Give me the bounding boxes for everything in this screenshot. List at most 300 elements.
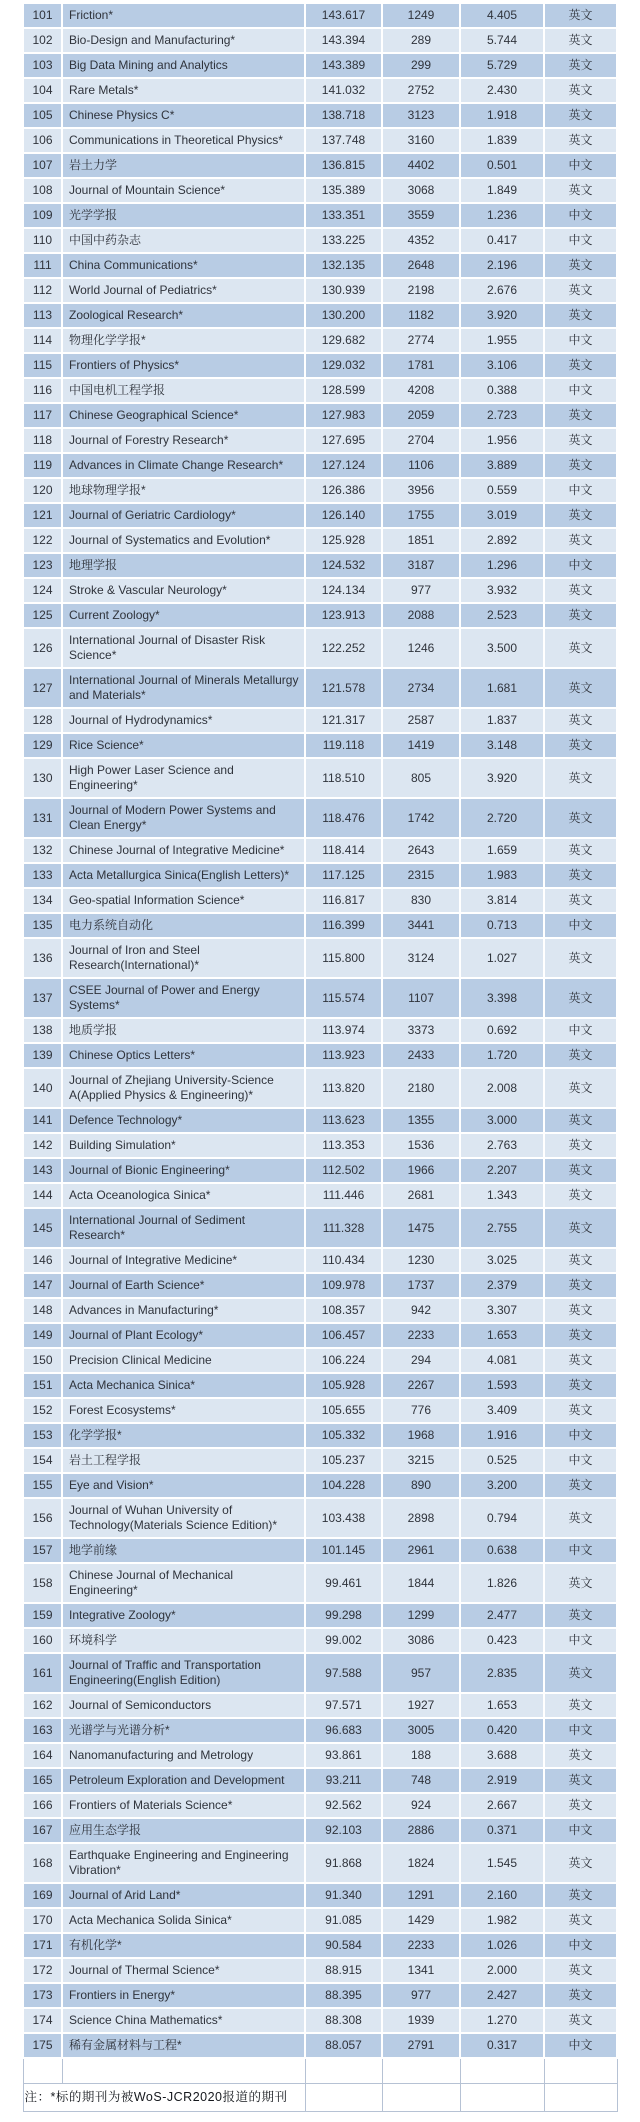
journal-name-cell: 有机化学* (62, 1933, 305, 1958)
journal-name-cell: 化学学报* (62, 1423, 305, 1448)
journal-name-cell: Advances in Manufacturing* (62, 1298, 305, 1323)
citations-cell: 1536 (382, 1133, 460, 1158)
citations-cell: 2734 (382, 668, 460, 708)
journal-name-cell: Chinese Journal of Integrative Medicine* (62, 838, 305, 863)
rank-cell: 131 (23, 798, 62, 838)
impact-factor-cell: 3.409 (460, 1398, 544, 1423)
score-cell: 97.588 (305, 1653, 382, 1693)
blank-cell (62, 2058, 305, 2084)
rank-cell: 144 (23, 1183, 62, 1208)
score-cell: 105.928 (305, 1373, 382, 1398)
journal-name-cell: Chinese Physics C* (62, 103, 305, 128)
table-row (23, 1883, 617, 1908)
impact-factor-cell: 5.729 (460, 53, 544, 78)
journal-name-cell: Frontiers in Energy* (62, 1983, 305, 2008)
table-row (23, 1498, 617, 1538)
table-row (23, 178, 617, 203)
language-cell: 中文 (544, 478, 617, 503)
citations-cell: 942 (382, 1298, 460, 1323)
impact-factor-cell: 1.681 (460, 668, 544, 708)
language-cell: 英文 (544, 758, 617, 798)
citations-cell: 1182 (382, 303, 460, 328)
rank-cell: 130 (23, 758, 62, 798)
language-cell: 中文 (544, 1718, 617, 1743)
impact-factor-cell: 0.501 (460, 153, 544, 178)
blank-cell (460, 2084, 544, 2112)
citations-cell: 748 (382, 1768, 460, 1793)
score-cell: 127.983 (305, 403, 382, 428)
rank-cell: 118 (23, 428, 62, 453)
score-cell: 99.298 (305, 1603, 382, 1628)
score-cell: 133.225 (305, 228, 382, 253)
impact-factor-cell: 1.026 (460, 1933, 544, 1958)
table-row (23, 253, 617, 278)
table-row (23, 3, 617, 28)
score-cell: 105.237 (305, 1448, 382, 1473)
score-cell: 119.118 (305, 733, 382, 758)
impact-factor-cell: 2.755 (460, 1208, 544, 1248)
score-cell: 122.252 (305, 628, 382, 668)
language-cell: 英文 (544, 668, 617, 708)
table-row (23, 1958, 617, 1983)
journal-name-cell: Acta Oceanologica Sinica* (62, 1183, 305, 1208)
journal-name-cell: Defence Technology* (62, 1108, 305, 1133)
citations-cell: 3123 (382, 103, 460, 128)
impact-factor-cell: 3.000 (460, 1108, 544, 1133)
score-cell: 141.032 (305, 78, 382, 103)
rank-cell: 149 (23, 1323, 62, 1348)
citations-cell: 1341 (382, 1958, 460, 1983)
rank-cell: 119 (23, 453, 62, 478)
table-row (23, 203, 617, 228)
journal-name-cell: Journal of Wuhan University of Technology(Materials Science Edition)* (62, 1498, 305, 1538)
rank-cell: 143 (23, 1158, 62, 1183)
impact-factor-cell: 2.892 (460, 528, 544, 553)
language-cell: 英文 (544, 1248, 617, 1273)
score-cell: 112.502 (305, 1158, 382, 1183)
journal-name-cell: Journal of Traffic and Transportation Engineering(English Edition) (62, 1653, 305, 1693)
table-row (23, 1448, 617, 1473)
citations-cell: 977 (382, 1983, 460, 2008)
score-cell: 116.399 (305, 913, 382, 938)
journal-name-cell: Acta Metallurgica Sinica(English Letters)* (62, 863, 305, 888)
language-cell: 英文 (544, 733, 617, 758)
journal-name-cell: Journal of Geriatric Cardiology* (62, 503, 305, 528)
blank-cell (305, 2084, 382, 2112)
language-cell: 中文 (544, 228, 617, 253)
journal-name-cell: 应用生态学报 (62, 1818, 305, 1843)
score-cell: 110.434 (305, 1248, 382, 1273)
citations-cell: 3124 (382, 938, 460, 978)
impact-factor-cell: 4.081 (460, 1348, 544, 1373)
table-row (23, 1538, 617, 1563)
rank-cell: 139 (23, 1043, 62, 1068)
citations-cell: 3187 (382, 553, 460, 578)
score-cell: 129.682 (305, 328, 382, 353)
score-cell: 130.200 (305, 303, 382, 328)
journal-name-cell: Chinese Optics Letters* (62, 1043, 305, 1068)
rank-cell: 133 (23, 863, 62, 888)
impact-factor-cell: 1.918 (460, 103, 544, 128)
language-cell: 英文 (544, 1958, 617, 1983)
rank-cell: 112 (23, 278, 62, 303)
score-cell: 99.461 (305, 1563, 382, 1603)
journal-name-cell: Frontiers of Physics* (62, 353, 305, 378)
impact-factor-cell: 3.019 (460, 503, 544, 528)
table-row (23, 1398, 617, 1423)
citations-cell: 3441 (382, 913, 460, 938)
citations-cell: 2267 (382, 1373, 460, 1398)
rank-cell: 103 (23, 53, 62, 78)
journal-name-cell: Precision Clinical Medicine (62, 1348, 305, 1373)
journal-name-cell: Journal of Arid Land* (62, 1883, 305, 1908)
language-cell: 英文 (544, 353, 617, 378)
rank-cell: 132 (23, 838, 62, 863)
rank-cell: 108 (23, 178, 62, 203)
impact-factor-cell: 3.932 (460, 578, 544, 603)
impact-factor-cell: 0.692 (460, 1018, 544, 1043)
journal-name-cell: Acta Mechanica Sinica* (62, 1373, 305, 1398)
table-row (23, 528, 617, 553)
rank-cell: 123 (23, 553, 62, 578)
score-cell: 88.915 (305, 1958, 382, 1983)
score-cell: 92.562 (305, 1793, 382, 1818)
table-row (23, 1473, 617, 1498)
language-cell: 英文 (544, 503, 617, 528)
score-cell: 113.353 (305, 1133, 382, 1158)
impact-factor-cell: 2.763 (460, 1133, 544, 1158)
score-cell: 91.340 (305, 1883, 382, 1908)
impact-factor-cell: 1.983 (460, 863, 544, 888)
citations-cell: 2088 (382, 603, 460, 628)
impact-factor-cell: 0.638 (460, 1538, 544, 1563)
table-row (23, 1273, 617, 1298)
language-cell: 中文 (544, 1818, 617, 1843)
score-cell: 111.328 (305, 1208, 382, 1248)
citations-cell: 2791 (382, 2033, 460, 2058)
score-cell: 88.057 (305, 2033, 382, 2058)
rank-cell: 151 (23, 1373, 62, 1398)
rank-cell: 162 (23, 1693, 62, 1718)
rank-cell: 124 (23, 578, 62, 603)
language-cell: 英文 (544, 1743, 617, 1768)
language-cell: 英文 (544, 888, 617, 913)
score-cell: 129.032 (305, 353, 382, 378)
citations-cell: 2433 (382, 1043, 460, 1068)
language-cell: 英文 (544, 1348, 617, 1373)
impact-factor-cell: 0.794 (460, 1498, 544, 1538)
citations-cell: 1851 (382, 528, 460, 553)
rank-cell: 114 (23, 328, 62, 353)
citations-cell: 2198 (382, 278, 460, 303)
score-cell: 88.395 (305, 1983, 382, 2008)
citations-cell: 4208 (382, 378, 460, 403)
citations-cell: 289 (382, 28, 460, 53)
journal-name-cell: Communications in Theoretical Physics* (62, 128, 305, 153)
table-row (23, 1183, 617, 1208)
language-cell: 中文 (544, 1423, 617, 1448)
table-row (23, 1158, 617, 1183)
language-cell: 英文 (544, 1653, 617, 1693)
impact-factor-cell: 3.200 (460, 1473, 544, 1498)
citations-cell: 2681 (382, 1183, 460, 1208)
rank-cell: 146 (23, 1248, 62, 1273)
journal-name-cell: 光谱学与光谱分析* (62, 1718, 305, 1743)
journal-name-cell: 电力系统自动化 (62, 913, 305, 938)
impact-factor-cell: 3.920 (460, 758, 544, 798)
citations-cell: 3160 (382, 128, 460, 153)
rank-cell: 158 (23, 1563, 62, 1603)
rank-cell: 175 (23, 2033, 62, 2058)
citations-cell: 830 (382, 888, 460, 913)
table-row (23, 888, 617, 913)
table-row (23, 603, 617, 628)
rank-cell: 141 (23, 1108, 62, 1133)
language-cell: 英文 (544, 938, 617, 978)
journal-name-cell: Eye and Vision* (62, 1473, 305, 1498)
impact-factor-cell: 1.826 (460, 1563, 544, 1603)
rank-cell: 104 (23, 78, 62, 103)
impact-factor-cell: 2.720 (460, 798, 544, 838)
rank-cell: 122 (23, 528, 62, 553)
rank-cell: 105 (23, 103, 62, 128)
language-cell: 英文 (544, 253, 617, 278)
citations-cell: 2704 (382, 428, 460, 453)
rank-cell: 113 (23, 303, 62, 328)
impact-factor-cell: 3.688 (460, 1743, 544, 1768)
citations-cell: 2648 (382, 253, 460, 278)
score-cell: 136.815 (305, 153, 382, 178)
journal-name-cell: Nanomanufacturing and Metrology (62, 1743, 305, 1768)
score-cell: 137.748 (305, 128, 382, 153)
rank-cell: 115 (23, 353, 62, 378)
rank-cell: 165 (23, 1768, 62, 1793)
language-cell: 英文 (544, 1473, 617, 1498)
rank-cell: 154 (23, 1448, 62, 1473)
impact-factor-cell: 1.027 (460, 938, 544, 978)
citations-cell: 1291 (382, 1883, 460, 1908)
score-cell: 123.913 (305, 603, 382, 628)
blank-cell (382, 2058, 460, 2084)
impact-factor-cell: 0.417 (460, 228, 544, 253)
citations-cell: 1106 (382, 453, 460, 478)
rank-cell: 107 (23, 153, 62, 178)
rank-cell: 127 (23, 668, 62, 708)
rank-cell: 167 (23, 1818, 62, 1843)
impact-factor-cell: 1.720 (460, 1043, 544, 1068)
journal-name-cell: 物理化学学报* (62, 328, 305, 353)
table-row (23, 1933, 617, 1958)
language-cell: 英文 (544, 798, 617, 838)
citations-cell: 1927 (382, 1693, 460, 1718)
language-cell: 英文 (544, 2008, 617, 2033)
table-row (23, 1843, 617, 1883)
score-cell: 103.438 (305, 1498, 382, 1538)
journal-name-cell: Journal of Mountain Science* (62, 178, 305, 203)
citations-cell: 1968 (382, 1423, 460, 1448)
journal-name-cell: Big Data Mining and Analytics (62, 53, 305, 78)
score-cell: 113.820 (305, 1068, 382, 1108)
language-cell: 英文 (544, 1158, 617, 1183)
journal-name-cell: Journal of Plant Ecology* (62, 1323, 305, 1348)
table-row (23, 578, 617, 603)
citations-cell: 1429 (382, 1908, 460, 1933)
impact-factor-cell: 3.307 (460, 1298, 544, 1323)
journal-name-cell: Earthquake Engineering and Engineering Vibration* (62, 1843, 305, 1883)
table-row (23, 128, 617, 153)
impact-factor-cell: 1.270 (460, 2008, 544, 2033)
language-cell: 英文 (544, 1768, 617, 1793)
score-cell: 125.928 (305, 528, 382, 553)
impact-factor-cell: 1.236 (460, 203, 544, 228)
score-cell: 127.695 (305, 428, 382, 453)
table-row (23, 1818, 617, 1843)
journal-name-cell: Frontiers of Materials Science* (62, 1793, 305, 1818)
journal-table-footer (23, 2058, 617, 2112)
score-cell: 113.974 (305, 1018, 382, 1043)
impact-factor-cell: 2.919 (460, 1768, 544, 1793)
table-row (23, 53, 617, 78)
rank-cell: 106 (23, 128, 62, 153)
table-row (23, 328, 617, 353)
journal-table-body (23, 3, 617, 2058)
journal-name-cell: Journal of Modern Power Systems and Clean Energy* (62, 798, 305, 838)
impact-factor-cell: 3.889 (460, 453, 544, 478)
table-row (23, 1373, 617, 1398)
language-cell: 中文 (544, 1538, 617, 1563)
citations-cell: 3068 (382, 178, 460, 203)
impact-factor-cell: 2.160 (460, 1883, 544, 1908)
score-cell: 127.124 (305, 453, 382, 478)
language-cell: 英文 (544, 1883, 617, 1908)
journal-name-cell: Integrative Zoology* (62, 1603, 305, 1628)
citations-cell: 188 (382, 1743, 460, 1768)
rank-cell: 121 (23, 503, 62, 528)
score-cell: 101.145 (305, 1538, 382, 1563)
score-cell: 99.002 (305, 1628, 382, 1653)
score-cell: 128.599 (305, 378, 382, 403)
citations-cell: 294 (382, 1348, 460, 1373)
score-cell: 93.211 (305, 1768, 382, 1793)
score-cell: 106.457 (305, 1323, 382, 1348)
citations-cell: 1475 (382, 1208, 460, 1248)
journal-name-cell: 地球物理学报* (62, 478, 305, 503)
language-cell: 中文 (544, 203, 617, 228)
rank-cell: 140 (23, 1068, 62, 1108)
citations-cell: 1737 (382, 1273, 460, 1298)
language-cell: 英文 (544, 453, 617, 478)
table-row (23, 453, 617, 478)
impact-factor-cell: 2.379 (460, 1273, 544, 1298)
journal-name-cell: Science China Mathematics* (62, 2008, 305, 2033)
journal-name-cell: Current Zoology* (62, 603, 305, 628)
table-row (23, 278, 617, 303)
impact-factor-cell: 3.106 (460, 353, 544, 378)
journal-name-cell: 岩土工程学报 (62, 1448, 305, 1473)
language-cell: 英文 (544, 1183, 617, 1208)
citations-cell: 299 (382, 53, 460, 78)
score-cell: 117.125 (305, 863, 382, 888)
rank-cell: 150 (23, 1348, 62, 1373)
language-cell: 英文 (544, 1843, 617, 1883)
score-cell: 124.532 (305, 553, 382, 578)
table-row (23, 103, 617, 128)
citations-cell: 2643 (382, 838, 460, 863)
impact-factor-cell: 1.839 (460, 128, 544, 153)
language-cell: 中文 (544, 913, 617, 938)
citations-cell: 2774 (382, 328, 460, 353)
journal-name-cell: Bio-Design and Manufacturing* (62, 28, 305, 53)
table-row (23, 2033, 617, 2058)
impact-factor-cell: 3.500 (460, 628, 544, 668)
language-cell: 中文 (544, 378, 617, 403)
impact-factor-cell: 1.545 (460, 1843, 544, 1883)
table-row (23, 1133, 617, 1158)
impact-factor-cell: 0.371 (460, 1818, 544, 1843)
rank-cell: 101 (23, 3, 62, 28)
citations-cell: 1419 (382, 733, 460, 758)
journal-name-cell: International Journal of Minerals Metallurgy and Materials* (62, 668, 305, 708)
language-cell: 英文 (544, 708, 617, 733)
score-cell: 91.868 (305, 1843, 382, 1883)
citations-cell: 3373 (382, 1018, 460, 1043)
score-cell: 116.817 (305, 888, 382, 913)
journal-name-cell: Journal of Forestry Research* (62, 428, 305, 453)
table-row (23, 153, 617, 178)
journal-name-cell: World Journal of Pediatrics* (62, 278, 305, 303)
table-row (23, 228, 617, 253)
language-cell: 英文 (544, 1603, 617, 1628)
journal-name-cell: Forest Ecosystems* (62, 1398, 305, 1423)
language-cell: 英文 (544, 978, 617, 1018)
table-row (23, 628, 617, 668)
score-cell: 97.571 (305, 1693, 382, 1718)
journal-name-cell: Acta Mechanica Solida Sinica* (62, 1908, 305, 1933)
citations-cell: 1755 (382, 503, 460, 528)
rank-cell: 169 (23, 1883, 62, 1908)
table-row (23, 478, 617, 503)
language-cell: 英文 (544, 863, 617, 888)
journal-name-cell: 中国中药杂志 (62, 228, 305, 253)
citations-cell: 2886 (382, 1818, 460, 1843)
citations-cell: 1781 (382, 353, 460, 378)
table-row (23, 403, 617, 428)
table-row (23, 553, 617, 578)
impact-factor-cell: 2.676 (460, 278, 544, 303)
language-cell: 英文 (544, 628, 617, 668)
rank-cell: 120 (23, 478, 62, 503)
table-row (23, 863, 617, 888)
rank-cell: 171 (23, 1933, 62, 1958)
score-cell: 108.357 (305, 1298, 382, 1323)
blank-cell (305, 2058, 382, 2084)
citations-cell: 2587 (382, 708, 460, 733)
journal-name-cell: 地学前缘 (62, 1538, 305, 1563)
citations-cell: 2059 (382, 403, 460, 428)
language-cell: 英文 (544, 603, 617, 628)
language-cell: 中文 (544, 153, 617, 178)
language-cell: 英文 (544, 1693, 617, 1718)
citations-cell: 1355 (382, 1108, 460, 1133)
impact-factor-cell: 1.653 (460, 1693, 544, 1718)
citations-cell: 3005 (382, 1718, 460, 1743)
score-cell: 143.389 (305, 53, 382, 78)
rank-cell: 155 (23, 1473, 62, 1498)
table-row (23, 78, 617, 103)
score-cell: 143.617 (305, 3, 382, 28)
language-cell: 英文 (544, 428, 617, 453)
language-cell: 英文 (544, 1323, 617, 1348)
